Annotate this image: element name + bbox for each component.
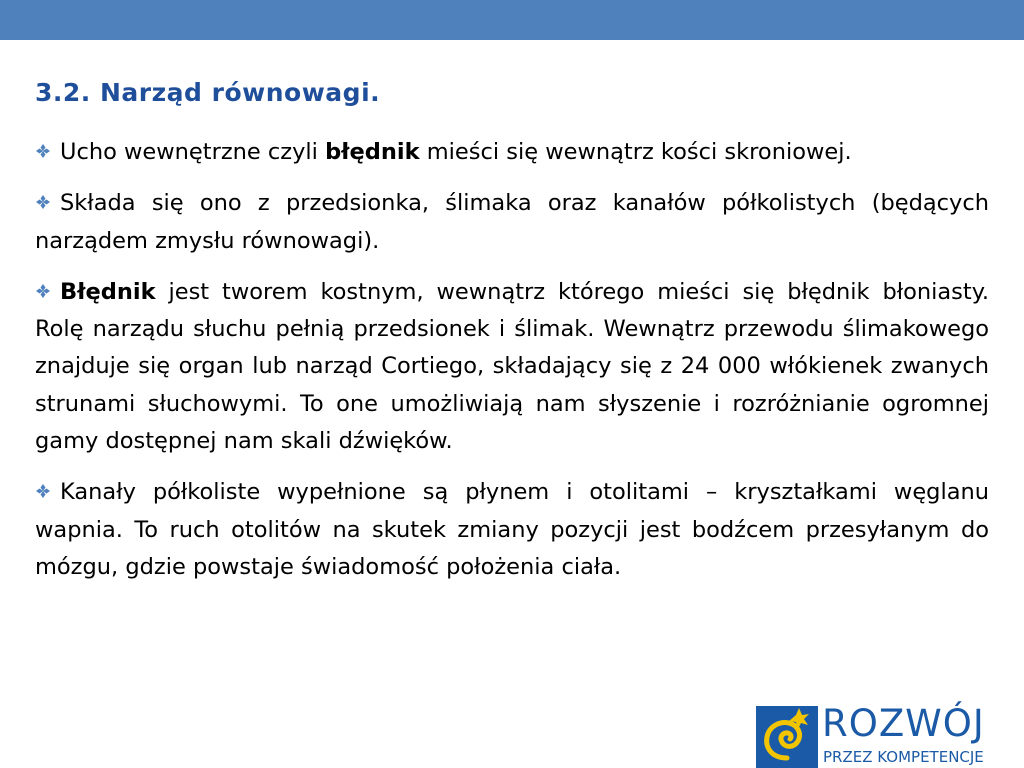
slide-title: 3.2. Narząd równowagi. bbox=[35, 78, 381, 107]
diamond-bullet-icon bbox=[35, 195, 59, 209]
logo-subtitle: PRZEZ KOMPETENCJE bbox=[823, 748, 984, 766]
paragraph-4 bbox=[35, 474, 989, 586]
paragraph-1-before: Ucho wewnętrzne czyli bbox=[60, 139, 326, 165]
diamond-bullet-icon bbox=[35, 144, 59, 158]
paragraph-1-bold: błędnik bbox=[325, 139, 420, 165]
paragraph-3-bold: Błędnik bbox=[60, 278, 156, 305]
paragraph-3-after: jest tworem kostnym, wewnątrz którego mieści się błędnik błoniasty. Rolę narządu słuchu pełnią przedsionek i ślimak. Wewnątrz przewodu ślimakowego znajduje się organ lub narząd Cortiego, składający się z 24 000 włókienek zwanych strunami słuchowymi. To one umożliwiają nam słyszenie i rozróżnianie ogromnej gamy dostępnej nam skali dźwięków. bbox=[35, 278, 989, 455]
paragraph-2-text: Składa się ono z przedsionka, ślimaka oraz kanałów półkolistych (będących narządem zmysłu równowagi). bbox=[35, 190, 989, 254]
rozwoj-logo bbox=[756, 702, 1024, 768]
paragraph-3 bbox=[35, 274, 989, 460]
slide-content bbox=[35, 134, 989, 600]
paragraph-4-text: Kanały półkoliste wypełnione są płynem i otolitami – kryształkami węglanu wapnia. To ruch otolitów na skutek zmiany pozycji jest bodźcem przesyłanym do mózgu, gdzie powstaje świadomość położenia ciała. bbox=[35, 479, 989, 580]
paragraph-1-after: mieści się wewnątrz kości skroniowej. bbox=[419, 139, 852, 165]
diamond-bullet-icon bbox=[35, 284, 59, 298]
logo-word: ROZWÓJ bbox=[822, 702, 985, 745]
paragraph-2 bbox=[35, 185, 989, 260]
top-band bbox=[0, 0, 1024, 40]
rozwoj-logo-icon bbox=[756, 706, 818, 768]
paragraph-1 bbox=[35, 134, 989, 171]
diamond-bullet-icon bbox=[35, 484, 59, 498]
